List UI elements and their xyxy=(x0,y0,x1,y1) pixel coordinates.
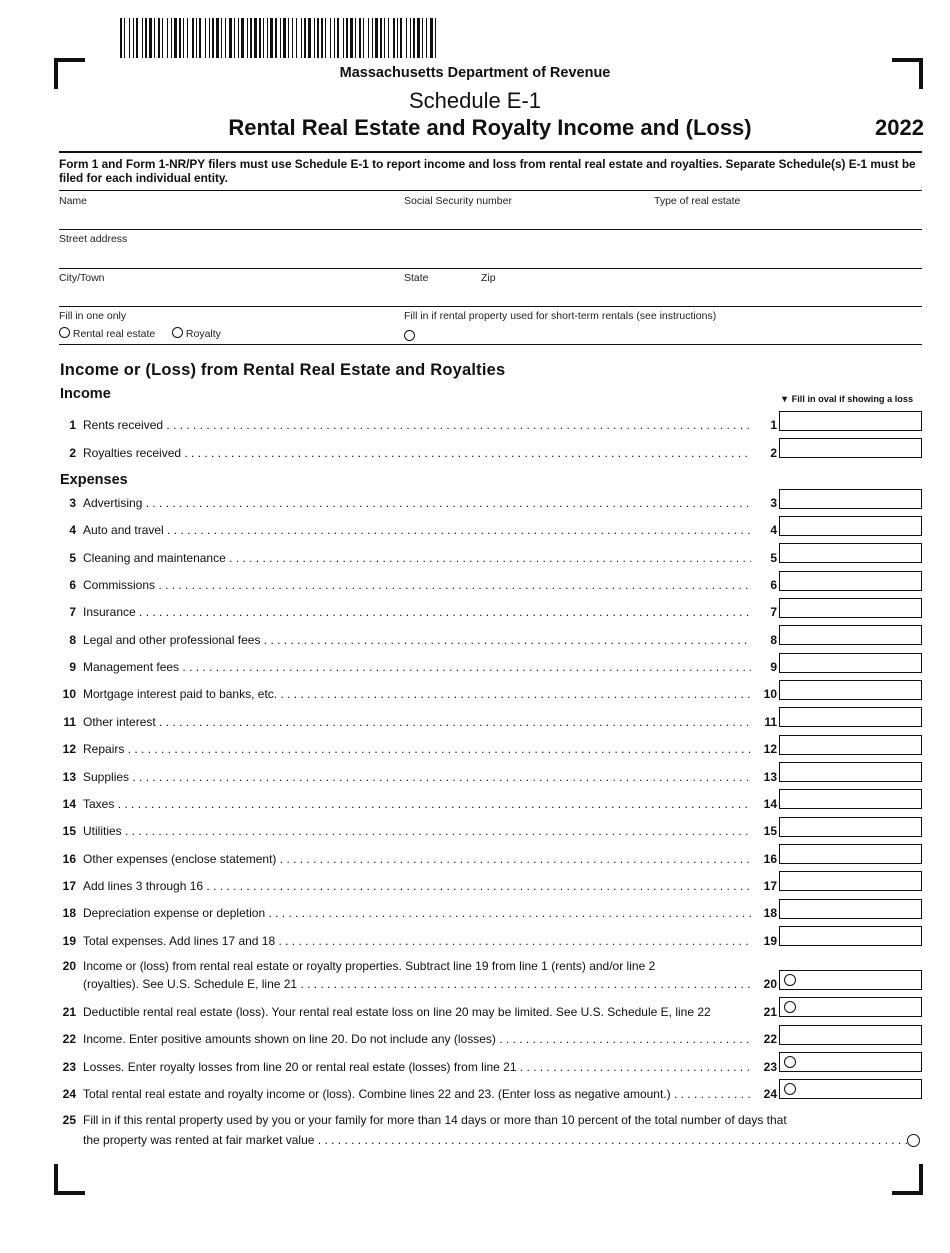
line-14-amount-input[interactable] xyxy=(779,789,922,809)
loss-note: ▼ Fill in oval if showing a loss xyxy=(780,394,914,404)
barcode-bar xyxy=(216,18,219,58)
line-4-amount-input[interactable] xyxy=(779,516,922,536)
barcode-bar xyxy=(301,18,302,58)
line-25-row-b: the property was rented at fair market value . . . xyxy=(57,1132,907,1148)
barcode-bar xyxy=(296,18,297,58)
barcode-bar xyxy=(406,18,407,58)
line-25-row-a: 25 Fill in if this rental property used by you or your family for more than 14 days or more than 10 percent of the total number of days that xyxy=(62,1113,787,1127)
line-14: 14 Taxes . . . 14 xyxy=(57,796,777,812)
schedule-name: Schedule E-1 xyxy=(408,88,542,113)
barcode-bar xyxy=(171,18,172,58)
barcode-bar xyxy=(337,18,339,58)
rental-real-estate-option[interactable]: Rental real estate xyxy=(59,327,155,340)
line-20-row-b: (royalties). See U.S. Schedule E, line 21 . . . 20 xyxy=(57,976,777,992)
line-20-amount-input[interactable] xyxy=(779,970,922,990)
line-18-amount-input[interactable] xyxy=(779,899,922,919)
barcode-bar xyxy=(154,18,155,58)
line-22: 22 Income. Enter positive amounts shown on line 20. Do not include any (losses) . . . 22 xyxy=(57,1031,777,1047)
barcode-bar xyxy=(304,18,306,58)
barcode-bar xyxy=(263,18,264,58)
line-1: 1 Rents received . . . 1 xyxy=(57,417,777,433)
barcode-bar xyxy=(129,18,130,58)
line-24: 24 Total rental real estate and royalty income or (loss). Combine lines 22 and 23. (Enter loss as negative amount.) . . . 24 xyxy=(57,1086,777,1102)
barcode-graphic xyxy=(120,18,438,58)
field-rule-2 xyxy=(59,229,922,230)
barcode-bar xyxy=(388,18,389,58)
barcode-bar xyxy=(250,18,252,58)
barcode-bar xyxy=(187,18,188,58)
line-12: 12 Repairs . . . 12 xyxy=(57,741,777,757)
intro-text: Form 1 and Form 1-NR/PY filers must use Schedule E-1 to report income and loss from rental real estate and royalties. Separate Schedule(s) E-1 must be filed for each individual entity. xyxy=(59,157,916,185)
barcode-bar xyxy=(205,18,206,58)
barcode-bar xyxy=(270,18,273,58)
state-field[interactable]: State xyxy=(404,272,429,284)
barcode-bar xyxy=(212,18,214,58)
barcode-bar xyxy=(247,18,248,58)
street-address-field[interactable]: Street address xyxy=(59,233,128,245)
line-5: 5 Cleaning and maintenance . . . 5 xyxy=(57,550,777,566)
barcode-bar xyxy=(179,18,181,58)
barcode-bar xyxy=(283,18,286,58)
line-8-amount-input[interactable] xyxy=(779,625,922,645)
barcode-bar xyxy=(350,18,353,58)
city-field[interactable]: City/Town xyxy=(59,272,105,284)
barcode-bar xyxy=(372,18,373,58)
barcode-bar xyxy=(142,18,143,58)
line-3: 3 Advertising . . . 3 xyxy=(57,495,777,511)
barcode-bar xyxy=(254,18,257,58)
barcode-bar xyxy=(330,18,331,58)
barcode-bar xyxy=(145,18,147,58)
barcode-bar xyxy=(199,18,201,58)
barcode-bar xyxy=(196,18,197,58)
barcode-bar xyxy=(400,18,402,58)
barcode-bar xyxy=(317,18,319,58)
barcode-bar xyxy=(308,18,311,58)
barcode-bar xyxy=(209,18,210,58)
barcode-bar xyxy=(355,18,356,58)
barcode-bar xyxy=(183,18,184,58)
barcode-bar xyxy=(149,18,152,58)
barcode-bar xyxy=(397,18,398,58)
type-of-real-estate-field[interactable]: Type of real estate xyxy=(654,195,741,207)
line-23-loss-oval-icon[interactable] xyxy=(784,1056,796,1068)
barcode-bar xyxy=(133,18,134,58)
barcode-bar xyxy=(267,18,268,58)
field-rule-5 xyxy=(59,344,922,345)
line-17: 17 Add lines 3 through 16 . . . 17 xyxy=(57,878,777,894)
barcode-bar xyxy=(325,18,326,58)
line-2: 2 Royalties received . . . 2 xyxy=(57,445,777,461)
line-23-amount-input[interactable] xyxy=(779,1052,922,1072)
form-title: Rental Real Estate and Royalty Income and (Loss) xyxy=(228,115,752,140)
rental-oval-icon[interactable] xyxy=(59,327,70,338)
barcode-bar xyxy=(393,18,395,58)
line-8: 8 Legal and other professional fees . . . 8 xyxy=(57,632,777,648)
barcode-bar xyxy=(292,18,293,58)
line-24-loss-oval-icon[interactable] xyxy=(784,1083,796,1095)
line-19: 19 Total expenses. Add lines 17 and 18 . . . 19 xyxy=(57,933,777,949)
barcode-bar xyxy=(136,18,138,58)
barcode-bar xyxy=(426,18,427,58)
line-21: 21 Deductible rental real estate (loss). Your rental real estate loss on line 20 may be limited. See U.S. Schedule E, line 22 21 xyxy=(62,1005,777,1019)
corner-mark-bottom-left xyxy=(54,1164,85,1195)
line-4: 4 Auto and travel . . . 4 xyxy=(57,522,777,538)
line-2-amount-input[interactable] xyxy=(779,438,922,458)
line-10: 10 Mortgage interest paid to banks, etc. . . . 10 xyxy=(57,686,777,702)
barcode-bar xyxy=(167,18,168,58)
short-term-oval-icon[interactable] xyxy=(404,330,415,341)
line-20-row-a: 20 Income or (loss) from rental real estate or royalty properties. Subtract line 19 from line 1 (rents) and/or line 2 xyxy=(62,959,656,973)
line-18: 18 Depreciation expense or depletion . . . 18 xyxy=(57,905,777,921)
barcode-bar xyxy=(280,18,281,58)
barcode-bar xyxy=(321,18,323,58)
line-9-amount-input[interactable] xyxy=(779,653,922,673)
line-23: 23 Losses. Enter royalty losses from line 20 or rental real estate (losses) from line 21 . . . 23 xyxy=(57,1059,777,1075)
barcode-bar xyxy=(346,18,348,58)
barcode-bar xyxy=(380,18,382,58)
barcode-bar xyxy=(334,18,335,58)
line-10-amount-input[interactable] xyxy=(779,680,922,700)
barcode-bar xyxy=(158,18,160,58)
short-term-oval[interactable] xyxy=(404,327,415,345)
barcode-bar xyxy=(234,18,235,58)
barcode-bar xyxy=(162,18,163,58)
royalty-oval-icon[interactable] xyxy=(172,327,183,338)
line-24-amount-input[interactable] xyxy=(779,1079,922,1099)
barcode-bar xyxy=(359,18,361,58)
expenses-heading: Expenses xyxy=(60,472,128,488)
line-16-amount-input[interactable] xyxy=(779,844,922,864)
barcode-bar xyxy=(120,18,122,58)
short-term-label: Fill in if rental property used for short-term rentals (see instructions) xyxy=(404,310,717,322)
line-21-amount-input[interactable] xyxy=(779,997,922,1017)
corner-mark-bottom-right xyxy=(892,1164,923,1195)
barcode-bar xyxy=(368,18,369,58)
barcode-bar xyxy=(435,18,436,58)
line-22-amount-input[interactable] xyxy=(779,1025,922,1045)
barcode-bar xyxy=(174,18,177,58)
line-12-amount-input[interactable] xyxy=(779,735,922,755)
barcode-bar xyxy=(241,18,244,58)
barcode-bar xyxy=(229,18,232,58)
field-rule-1 xyxy=(59,190,922,191)
line-16: 16 Other expenses (enclose statement) . . . 16 xyxy=(57,851,777,867)
name-field[interactable]: Name xyxy=(59,195,88,207)
ssn-field[interactable]: Social Security number xyxy=(404,195,512,207)
barcode-bar xyxy=(259,18,261,58)
barcode-bar xyxy=(363,18,364,58)
zip-field[interactable]: Zip xyxy=(481,272,496,284)
line-7-amount-input[interactable] xyxy=(779,598,922,618)
fill-one-label: Fill in one only xyxy=(59,310,127,322)
line-20-loss-oval-icon[interactable] xyxy=(784,974,796,986)
line-7: 7 Insurance . . . 7 xyxy=(57,604,777,620)
line-13: 13 Supplies . . . 13 xyxy=(57,769,777,785)
barcode-bar xyxy=(124,18,125,58)
field-rule-4 xyxy=(59,306,922,307)
line-11: 11 Other interest . . . 11 xyxy=(57,714,777,730)
barcode-bar xyxy=(192,18,194,58)
income-heading: Income xyxy=(60,386,111,402)
barcode-bar xyxy=(225,18,226,58)
line-9: 9 Management fees . . . 9 xyxy=(57,659,777,675)
barcode-bar xyxy=(238,18,239,58)
barcode-bar xyxy=(430,18,433,58)
line-17-amount-input[interactable] xyxy=(779,871,922,891)
barcode-bar xyxy=(422,18,423,58)
line-1-amount-input[interactable] xyxy=(779,411,922,431)
barcode-bar xyxy=(413,18,415,58)
line-11-amount-input[interactable] xyxy=(779,707,922,727)
barcode-bar xyxy=(221,18,222,58)
barcode-bar xyxy=(288,18,289,58)
barcode-bar xyxy=(375,18,378,58)
line-15: 15 Utilities . . . 15 xyxy=(57,823,777,839)
line-6-amount-input[interactable] xyxy=(779,571,922,591)
barcode-bar xyxy=(343,18,344,58)
header-rule xyxy=(59,151,922,153)
line-19-amount-input[interactable] xyxy=(779,926,922,946)
field-rule-3 xyxy=(59,268,922,269)
line-13-amount-input[interactable] xyxy=(779,762,922,782)
line-3-amount-input[interactable] xyxy=(779,489,922,509)
line-21-loss-oval-icon[interactable] xyxy=(784,1001,796,1013)
barcode-bar xyxy=(384,18,385,58)
royalty-option[interactable]: Royalty xyxy=(172,327,221,340)
barcode-bar xyxy=(275,18,277,58)
line-6: 6 Commissions . . . 6 xyxy=(57,577,777,593)
line-15-amount-input[interactable] xyxy=(779,817,922,837)
agency-name: Massachusetts Department of Revenue xyxy=(339,65,611,81)
barcode-bar xyxy=(417,18,420,58)
barcode-bar xyxy=(314,18,315,58)
tax-year: 2022 xyxy=(875,115,924,140)
line-25-oval[interactable] xyxy=(907,1133,920,1151)
line-5-amount-input[interactable] xyxy=(779,543,922,563)
barcode xyxy=(120,18,438,58)
line-25-oval-icon[interactable] xyxy=(907,1134,920,1147)
section-title: Income or (Loss) from Rental Real Estate and Royalties xyxy=(60,361,506,379)
barcode-bar xyxy=(410,18,411,58)
